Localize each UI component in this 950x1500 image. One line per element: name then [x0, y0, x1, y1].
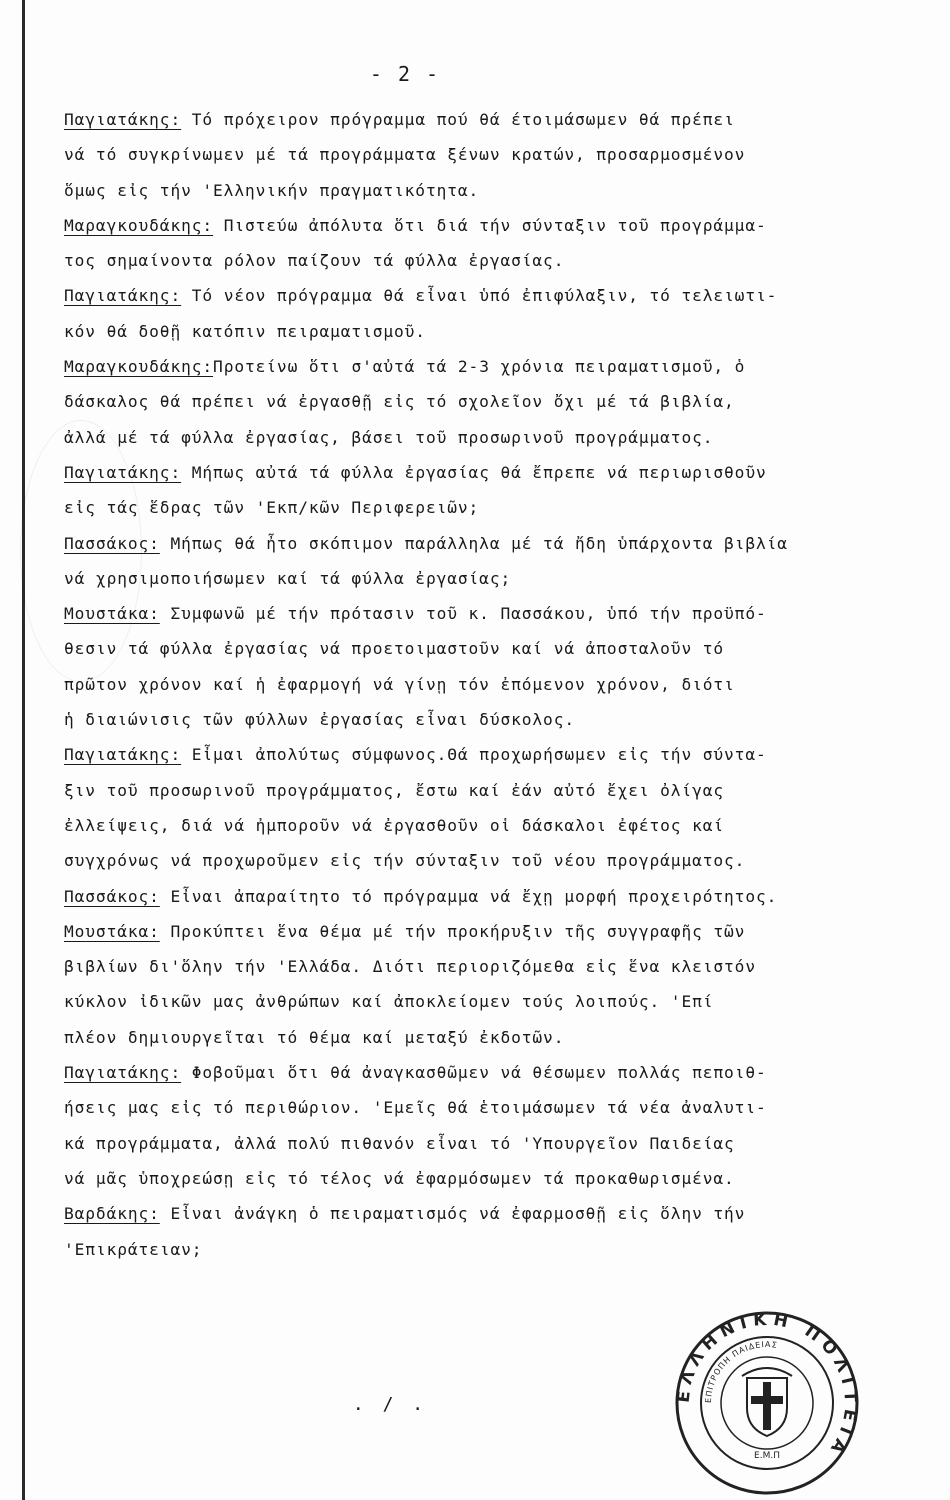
line-text: πρῶτον χρόνον καί ἡ ἐφαρμογή νά γίνῃ τόν ἐπόμενον χρόνον, διότι	[64, 674, 735, 694]
line-text: κά προγράμματα, ἀλλά πολύ πιθανόν εἶναι τό 'Υπουργεῖον Παιδείας	[64, 1133, 735, 1153]
stamp-center-letters: Ε.Μ.Π	[754, 1451, 780, 1461]
transcript-line	[64, 1232, 944, 1267]
line-text: Μήπως θά ἦτο σκόπιμον παράλληλα μέ τά ἤδη ὑπάρχοντα βιβλία	[159, 533, 788, 553]
page-number: - 2 -	[369, 62, 441, 86]
line-text: τος σημαίνοντα ρόλον παίζουν τά φύλλα ἐργασίας.	[64, 251, 565, 271]
transcript-line	[64, 843, 944, 878]
stamp-outer-text: ΕΛΛΗΝΙΚΗ ΠΟΛΙΤΕΙΑ	[673, 1309, 861, 1462]
line-text: Προκύπτει ἕνα θέμα μέ τήν προκήρυξιν τῆς συγγραφῆς τῶν	[159, 921, 746, 941]
transcript-line	[64, 984, 944, 1019]
speaker-name: Πασσάκος:	[64, 886, 160, 906]
stamp-inner-text: ΕΠΙΤΡΟΠΗ ΠΑΙΔΕΙΑΣ	[703, 1339, 779, 1404]
speaker-name: Παγιατάκης:	[64, 110, 182, 129]
transcript-line	[64, 1090, 944, 1125]
speaker-name: Πασσάκος:	[64, 533, 160, 553]
line-text: 'Επικράτειαν;	[64, 1239, 203, 1259]
speaker-name: Μουστάκα:	[64, 604, 160, 624]
line-text: ἡ διαιώνισις τῶν φύλλων ἐργασίας εἶναι δύσκολος.	[64, 710, 575, 730]
speaker-name: Μαραγκουδάκης:	[64, 215, 214, 235]
transcript-line	[64, 137, 944, 172]
transcript-line	[64, 278, 944, 313]
transcript-line	[64, 243, 944, 278]
transcript-line	[64, 1055, 944, 1090]
transcript-line	[64, 455, 944, 490]
line-text: Εἶναι ἀνάγκη ὁ πειραματισμός νά ἐφαρμοσθῇ εἰς ὅλην τήν	[159, 1204, 746, 1224]
transcript-line	[64, 737, 944, 772]
coat-of-arms-icon	[742, 1368, 792, 1436]
line-text: Εἶναι ἀπαραίτητο τό πρόγραμμα νά ἔχῃ μορφή προχειρότητος.	[159, 886, 778, 906]
transcript-line	[64, 349, 944, 384]
line-text: ὅμως εἰς τήν 'Ελληνικήν πραγματικότητα.	[64, 180, 480, 200]
continuation-mark: . / .	[352, 1394, 428, 1415]
line-text: δάσκαλος θά πρέπει νά ἐργασθῇ εἰς τό σχολεῖον ὄχι μέ τά βιβλία,	[64, 392, 735, 412]
speaker-name: Παγιατάκης:	[64, 1063, 182, 1083]
line-text: Πιστεύω ἀπόλυτα ὅτι διά τήν σύνταξιν τοῦ προγράμμα-	[213, 215, 767, 235]
line-text: νά μᾶς ὑποχρεώσῃ εἰς τό τέλος νά ἐφαρμόσωμεν τά προκαθωρισμένα.	[64, 1168, 735, 1188]
transcript-line	[64, 1196, 944, 1231]
line-text: εἰς τάς ἕδρας τῶν 'Εκπ/κῶν Περιφερειῶν;	[64, 498, 480, 518]
transcript-line	[64, 526, 944, 561]
transcript-line	[64, 702, 944, 737]
transcript-line	[64, 596, 944, 631]
speaker-name: Παγιατάκης:	[64, 286, 182, 306]
transcript-line	[64, 949, 944, 984]
transcript-line	[64, 667, 944, 702]
line-text: βιβλίων δι'ὅλην τήν 'Ελλάδα. Διότι περιοριζόμεθα εἰς ἕνα κλειστόν	[64, 957, 756, 977]
minutes-body	[64, 102, 944, 1267]
line-text: νά χρησιμοποιήσωμεν καί τά φύλλα ἐργασίας;	[64, 568, 512, 588]
page-left-edge	[22, 0, 25, 1500]
transcript-line	[64, 102, 944, 137]
transcript-line	[64, 1126, 944, 1161]
transcript-line	[64, 773, 944, 808]
transcript-line	[64, 561, 944, 596]
transcript-line	[64, 173, 944, 208]
transcript-line	[64, 384, 944, 419]
transcript-line	[64, 808, 944, 843]
line-text: Τό πρόχειρον πρόγραμμα πού θά έτοιμάσωμεν θά πρέπει	[181, 110, 735, 129]
transcript-line	[64, 1020, 944, 1055]
line-text: πλέον δημιουργεῖται τό θέμα καί μεταξύ ἐκδοτῶν.	[64, 1027, 565, 1047]
line-text: ἀλλά μέ τά φύλλα ἐργασίας, βάσει τοῦ προσωρινοῦ προγράμματος.	[64, 427, 714, 447]
speaker-name: Παγιατάκης:	[64, 745, 182, 765]
line-text: κύκλον ἰδικῶν μας ἀνθρώπων καί ἀποκλείομεν τούς λοιπούς. 'Επί	[64, 992, 714, 1012]
line-text: ἐλλείψεις, διά νά ἠμποροῦν νά ἐργασθοῦν οἱ δάσκαλοι ἐφέτος καί	[64, 815, 725, 835]
line-text: θεσιν τά φύλλα ἐργασίας νά προετοιμαστοῦν καί νά ἀποσταλοῦν τό	[64, 639, 725, 659]
line-text: κόν θά δοθῇ κατόπιν πειραματισμοῦ.	[64, 321, 426, 341]
line-text: Τό νέον πρόγραμμα θά εἶναι ὑπό ἐπιφύλαξιν, τό τελειωτι-	[181, 286, 778, 306]
line-text: ήσεις μας εἰς τό περιθώριον. 'Εμεῖς θά ἑτοιμάσωμεν τά νέα ἀναλυτι-	[64, 1098, 767, 1118]
transcript-line	[64, 208, 944, 243]
line-text: συγχρόνως νά προχωροῦμεν εἰς τήν σύνταξιν τοῦ νέου προγράμματος.	[64, 851, 746, 871]
speaker-name: Μαραγκουδάκης:	[64, 357, 214, 377]
line-text: Συμφωνῶ μέ τήν πρότασιν τοῦ κ. Πασσάκου, ὑπό τήν προϋπό-	[159, 604, 767, 624]
line-text: νά τό συγκρίνωμεν μέ τά προγράμματα ξένων κρατών, προσαρμοσμένον	[64, 145, 746, 165]
transcript-line	[64, 879, 944, 914]
transcript-line	[64, 490, 944, 525]
line-text: ξιν τοῦ προσωρινοῦ προγράμματος, ἔστω καί ἐάν αὐτό ἔχει ὀλίγας	[64, 780, 725, 800]
speaker-name: Μουστάκα:	[64, 921, 160, 941]
speaker-name: Παγιατάκης:	[64, 462, 182, 482]
transcript-line	[64, 914, 944, 949]
transcript-line	[64, 420, 944, 455]
line-text: Μήπως αὐτά τά φύλλα ἐργασίας θά ἔπρεπε νά περιωρισθοῦν	[181, 462, 767, 482]
official-seal-stamp	[672, 1308, 862, 1498]
line-text: Φοβοῦμαι ὅτι θά ἀναγκασθῶμεν νά θέσωμεν πολλάς πεποιθ-	[181, 1063, 767, 1083]
line-text: Προτείνω ὅτι σ'αὐτά τά 2-3 χρόνια πειραματισμοῦ, ὁ	[213, 357, 746, 377]
transcript-line	[64, 314, 944, 349]
line-text: Εἶμαι ἀπολύτως σύμφωνος.Θά προχωρήσωμεν εἰς τήν σύντα-	[181, 745, 767, 765]
speaker-name: Βαρδάκης:	[64, 1204, 160, 1224]
transcript-line	[64, 631, 944, 666]
transcript-line	[64, 1161, 944, 1196]
